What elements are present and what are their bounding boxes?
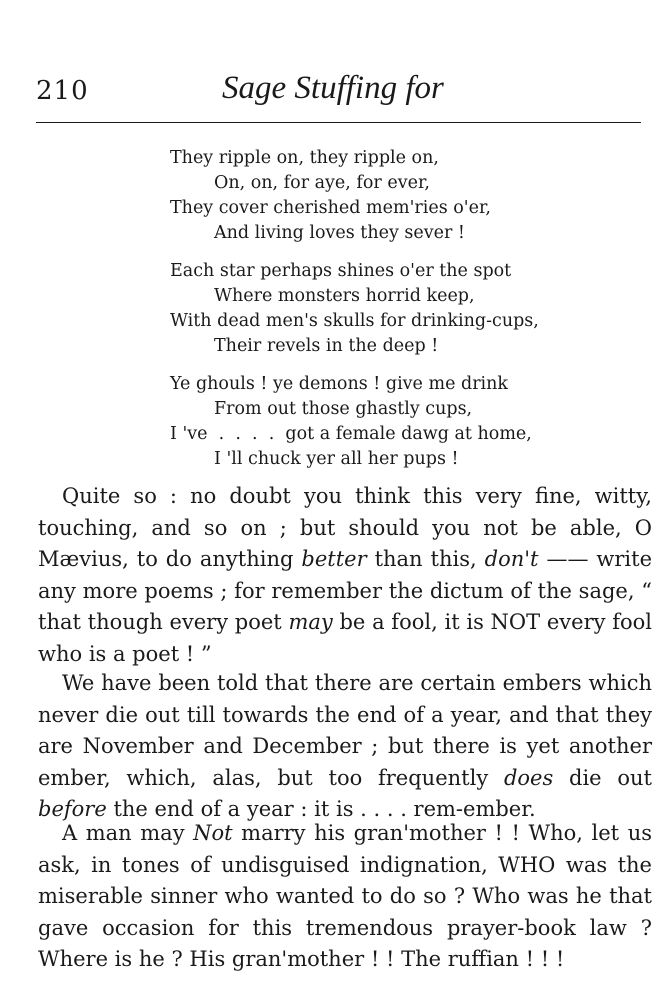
poem-line: I 'll chuck yer all her pups !	[214, 449, 459, 469]
text-run: be a fool, it is NOT every fool who is a poet ! ”	[38, 610, 652, 666]
poem-line: With dead men's skulls for drinking-cups,	[170, 311, 539, 331]
text-run: Quite so : no doubt you think this very fine, witty, touching, and so on ; but should you not be able, O Mævius, to do anything	[38, 484, 652, 571]
paragraph	[38, 668, 652, 826]
text-run: die out	[553, 765, 652, 790]
poem-line: Ye ghouls ! ye demons ! give me drink	[170, 374, 509, 394]
poem-line: From out those ghastly cups,	[214, 399, 473, 419]
header-rule	[36, 122, 641, 123]
text-run: than this,	[366, 547, 485, 571]
poem-stanza	[170, 259, 539, 359]
poem-line: And living loves they sever !	[214, 223, 465, 243]
text-run: the end of a year : it is . . . . rem-ember.	[106, 797, 536, 821]
emphasis: before	[38, 797, 107, 821]
emphasis: may	[288, 610, 333, 634]
poem-stanza	[170, 146, 539, 246]
emphasis: better	[301, 547, 367, 571]
poem-line: They ripple on, they ripple on,	[170, 148, 439, 168]
text-run: marry his gran'mother ! ! Who, let us ask, in tones of undisguised indignation, WHO was the miserable sinner who wanted to do so ? Who was he that gave occasion for this tremendous prayer-book law ? Where is he ? His gran'mother ! ! The ruffian ! ! !	[38, 821, 652, 971]
page-number: 210	[36, 76, 89, 106]
paragraph	[38, 481, 652, 670]
poem-line: Each star perhaps shines o'er the spot	[170, 261, 512, 281]
poem-line: I 've . . . . got a female dawg at home,	[170, 424, 532, 444]
running-title: Sage Stuffing for	[222, 70, 444, 106]
poem-line: They cover cherished mem'ries o'er,	[170, 198, 491, 218]
poem-line: On, on, for aye, for ever,	[214, 173, 430, 193]
emphasis: don't	[484, 547, 539, 571]
poem-line: Their revels in the deep !	[214, 336, 439, 356]
paragraph	[38, 818, 652, 976]
text-run: —— write any more poems ; for remember the dictum of the sage, “ that though every poet	[38, 547, 653, 634]
poem-line: Where monsters horrid keep,	[214, 286, 475, 306]
text-run: A man may	[62, 821, 194, 845]
poem	[170, 146, 539, 485]
emphasis: Not	[193, 821, 233, 845]
emphasis: does	[503, 765, 554, 790]
text-run: We have been told that there are certain embers which never die out till towards the end of a year, and that they are November and December ; but there is yet another ember, which, alas, but too frequently	[38, 671, 652, 790]
poem-stanza	[170, 372, 539, 472]
